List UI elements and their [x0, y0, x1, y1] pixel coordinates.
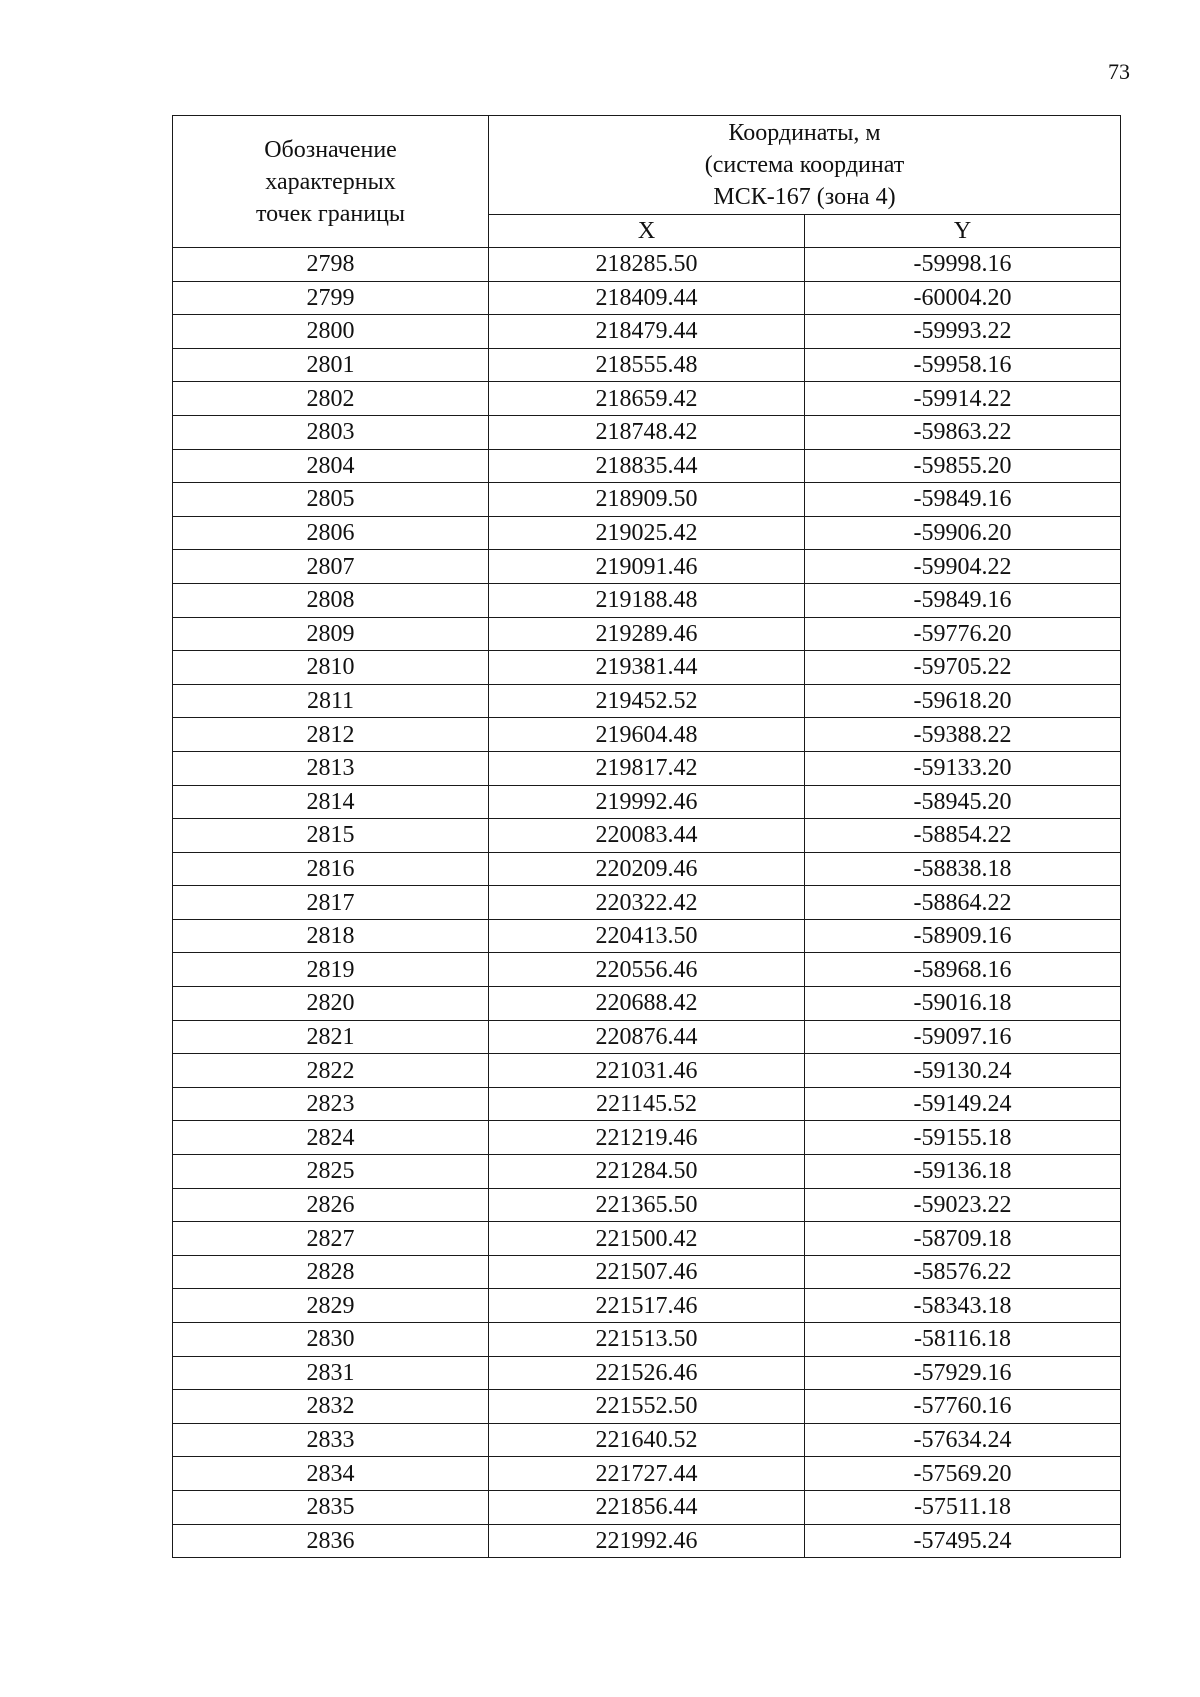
table-body [173, 248, 1121, 1558]
y-coordinate-cell: -59618.20 [805, 684, 1121, 718]
x-coordinate-cell: 218409.44 [489, 281, 805, 315]
x-coordinate-cell: 219091.46 [489, 550, 805, 584]
table-row [173, 248, 1121, 282]
point-id-cell: 2806 [173, 516, 489, 550]
x-coordinate-cell: 218909.50 [489, 483, 805, 517]
point-id-cell: 2836 [173, 1524, 489, 1558]
x-coordinate-cell: 219025.42 [489, 516, 805, 550]
header-point-designation [173, 116, 489, 248]
table-row [173, 684, 1121, 718]
y-coordinate-cell: -59914.22 [805, 382, 1121, 416]
header-coords-line: (система координат [704, 152, 905, 178]
point-id-cell: 2815 [173, 819, 489, 853]
y-coordinate-cell: -58909.16 [805, 919, 1121, 953]
y-coordinate-cell: -57634.24 [805, 1423, 1121, 1457]
point-id-cell: 2807 [173, 550, 489, 584]
point-id-cell: 2835 [173, 1490, 489, 1524]
x-coordinate-cell: 220083.44 [489, 819, 805, 853]
table-row [173, 819, 1121, 853]
table-row [173, 315, 1121, 349]
table-row [173, 281, 1121, 315]
table-row [173, 1255, 1121, 1289]
x-coordinate-cell: 221640.52 [489, 1423, 805, 1457]
table-header [173, 116, 1121, 248]
point-id-cell: 2810 [173, 651, 489, 685]
y-coordinate-cell: -59906.20 [805, 516, 1121, 550]
table-row [173, 348, 1121, 382]
coordinates-table [172, 115, 1121, 1558]
x-coordinate-cell: 219817.42 [489, 751, 805, 785]
x-coordinate-cell: 221526.46 [489, 1356, 805, 1390]
point-id-cell: 2827 [173, 1222, 489, 1256]
table-row [173, 1020, 1121, 1054]
y-coordinate-cell: -58576.22 [805, 1255, 1121, 1289]
y-coordinate-cell: -57511.18 [805, 1490, 1121, 1524]
y-coordinate-cell: -59023.22 [805, 1188, 1121, 1222]
x-coordinate-cell: 221284.50 [489, 1155, 805, 1189]
table-row [173, 583, 1121, 617]
x-coordinate-cell: 221031.46 [489, 1054, 805, 1088]
y-coordinate-cell: -57760.16 [805, 1390, 1121, 1424]
point-id-cell: 2803 [173, 415, 489, 449]
point-id-cell: 2816 [173, 852, 489, 886]
y-coordinate-cell: -58854.22 [805, 819, 1121, 853]
y-coordinate-cell: -59849.16 [805, 583, 1121, 617]
point-id-cell: 2831 [173, 1356, 489, 1390]
point-id-cell: 2830 [173, 1323, 489, 1357]
header-point-line: точек границы [255, 200, 406, 227]
table-row [173, 919, 1121, 953]
point-id-cell: 2826 [173, 1188, 489, 1222]
point-id-cell: 2820 [173, 987, 489, 1021]
table-row [173, 1524, 1121, 1558]
point-id-cell: 2812 [173, 718, 489, 752]
point-id-cell: 2813 [173, 751, 489, 785]
x-coordinate-cell: 221507.46 [489, 1255, 805, 1289]
y-coordinate-cell: -58709.18 [805, 1222, 1121, 1256]
x-coordinate-cell: 218285.50 [489, 248, 805, 282]
table-row [173, 1155, 1121, 1189]
table-row [173, 886, 1121, 920]
point-id-cell: 2808 [173, 583, 489, 617]
header-y: Y [805, 215, 1121, 248]
x-coordinate-cell: 220688.42 [489, 987, 805, 1021]
point-id-cell: 2822 [173, 1054, 489, 1088]
x-coordinate-cell: 221500.42 [489, 1222, 805, 1256]
x-coordinate-cell: 221727.44 [489, 1457, 805, 1491]
table-row [173, 651, 1121, 685]
x-coordinate-cell: 221513.50 [489, 1323, 805, 1357]
y-coordinate-cell: -58945.20 [805, 785, 1121, 819]
point-id-cell: 2825 [173, 1155, 489, 1189]
header-x: X [489, 215, 805, 248]
point-id-cell: 2802 [173, 382, 489, 416]
y-coordinate-cell: -59863.22 [805, 415, 1121, 449]
y-coordinate-cell: -59993.22 [805, 315, 1121, 349]
table-row [173, 1289, 1121, 1323]
y-coordinate-cell: -60004.20 [805, 281, 1121, 315]
x-coordinate-cell: 221365.50 [489, 1188, 805, 1222]
table-row [173, 1188, 1121, 1222]
table-row [173, 449, 1121, 483]
y-coordinate-cell: -58116.18 [805, 1323, 1121, 1357]
y-coordinate-cell: -58838.18 [805, 852, 1121, 886]
x-coordinate-cell: 218555.48 [489, 348, 805, 382]
y-coordinate-cell: -59855.20 [805, 449, 1121, 483]
y-coordinate-cell: -59849.16 [805, 483, 1121, 517]
x-coordinate-cell: 219289.46 [489, 617, 805, 651]
x-coordinate-cell: 219992.46 [489, 785, 805, 819]
table-row [173, 516, 1121, 550]
x-coordinate-cell: 221856.44 [489, 1490, 805, 1524]
table-row [173, 382, 1121, 416]
y-coordinate-cell: -59998.16 [805, 248, 1121, 282]
x-coordinate-cell: 220322.42 [489, 886, 805, 920]
table-row [173, 1222, 1121, 1256]
table-row [173, 1356, 1121, 1390]
point-id-cell: 2811 [173, 684, 489, 718]
table-row [173, 1323, 1121, 1357]
point-id-cell: 2834 [173, 1457, 489, 1491]
point-id-cell: 2809 [173, 617, 489, 651]
table-row [173, 1490, 1121, 1524]
y-coordinate-cell: -58968.16 [805, 953, 1121, 987]
y-coordinate-cell: -58343.18 [805, 1289, 1121, 1323]
header-point-line: Обозначение [264, 136, 397, 163]
table-row [173, 987, 1121, 1021]
table-row [173, 953, 1121, 987]
y-coordinate-cell: -57569.20 [805, 1457, 1121, 1491]
y-coordinate-cell: -59776.20 [805, 617, 1121, 651]
x-coordinate-cell: 221219.46 [489, 1121, 805, 1155]
table-row [173, 415, 1121, 449]
x-coordinate-cell: 220209.46 [489, 852, 805, 886]
header-coords-line: МСК-167 (зона 4) [713, 184, 896, 210]
table-row [173, 785, 1121, 819]
y-coordinate-cell: -59388.22 [805, 718, 1121, 752]
x-coordinate-cell: 218835.44 [489, 449, 805, 483]
point-id-cell: 2798 [173, 248, 489, 282]
table-row [173, 483, 1121, 517]
table-row [173, 1390, 1121, 1424]
point-id-cell: 2828 [173, 1255, 489, 1289]
page-number: 73 [1108, 59, 1130, 84]
header-coords-line: Координаты, м [728, 120, 881, 146]
point-id-cell: 2832 [173, 1390, 489, 1424]
x-coordinate-cell: 218659.42 [489, 382, 805, 416]
x-coordinate-cell: 220556.46 [489, 953, 805, 987]
y-coordinate-cell: -57495.24 [805, 1524, 1121, 1558]
x-coordinate-cell: 220876.44 [489, 1020, 805, 1054]
point-id-cell: 2818 [173, 919, 489, 953]
point-id-cell: 2823 [173, 1087, 489, 1121]
header-coordinates [489, 116, 1121, 215]
x-coordinate-cell: 221517.46 [489, 1289, 805, 1323]
table-row [173, 718, 1121, 752]
table-row [173, 1457, 1121, 1491]
table-row [173, 1121, 1121, 1155]
point-id-cell: 2819 [173, 953, 489, 987]
table-row [173, 751, 1121, 785]
y-coordinate-cell: -59149.24 [805, 1087, 1121, 1121]
table-row [173, 550, 1121, 584]
y-coordinate-cell: -59155.18 [805, 1121, 1121, 1155]
point-id-cell: 2799 [173, 281, 489, 315]
y-coordinate-cell: -58864.22 [805, 886, 1121, 920]
x-coordinate-cell: 219381.44 [489, 651, 805, 685]
point-id-cell: 2804 [173, 449, 489, 483]
point-id-cell: 2800 [173, 315, 489, 349]
table-row [173, 1087, 1121, 1121]
y-coordinate-cell: -59904.22 [805, 550, 1121, 584]
x-coordinate-cell: 221992.46 [489, 1524, 805, 1558]
point-id-cell: 2829 [173, 1289, 489, 1323]
x-coordinate-cell: 218748.42 [489, 415, 805, 449]
y-coordinate-cell: -59016.18 [805, 987, 1121, 1021]
point-id-cell: 2821 [173, 1020, 489, 1054]
point-id-cell: 2801 [173, 348, 489, 382]
y-coordinate-cell: -57929.16 [805, 1356, 1121, 1390]
x-coordinate-cell: 221145.52 [489, 1087, 805, 1121]
header-point-line: характерных [265, 168, 396, 195]
table-row [173, 617, 1121, 651]
x-coordinate-cell: 221552.50 [489, 1390, 805, 1424]
table-row [173, 1423, 1121, 1457]
point-id-cell: 2814 [173, 785, 489, 819]
x-coordinate-cell: 220413.50 [489, 919, 805, 953]
y-coordinate-cell: -59958.16 [805, 348, 1121, 382]
x-coordinate-cell: 219452.52 [489, 684, 805, 718]
point-id-cell: 2817 [173, 886, 489, 920]
x-coordinate-cell: 219188.48 [489, 583, 805, 617]
table-row [173, 852, 1121, 886]
x-coordinate-cell: 218479.44 [489, 315, 805, 349]
y-coordinate-cell: -59136.18 [805, 1155, 1121, 1189]
y-coordinate-cell: -59705.22 [805, 651, 1121, 685]
table-row [173, 1054, 1121, 1088]
y-coordinate-cell: -59130.24 [805, 1054, 1121, 1088]
x-coordinate-cell: 219604.48 [489, 718, 805, 752]
point-id-cell: 2833 [173, 1423, 489, 1457]
point-id-cell: 2805 [173, 483, 489, 517]
y-coordinate-cell: -59097.16 [805, 1020, 1121, 1054]
point-id-cell: 2824 [173, 1121, 489, 1155]
y-coordinate-cell: -59133.20 [805, 751, 1121, 785]
